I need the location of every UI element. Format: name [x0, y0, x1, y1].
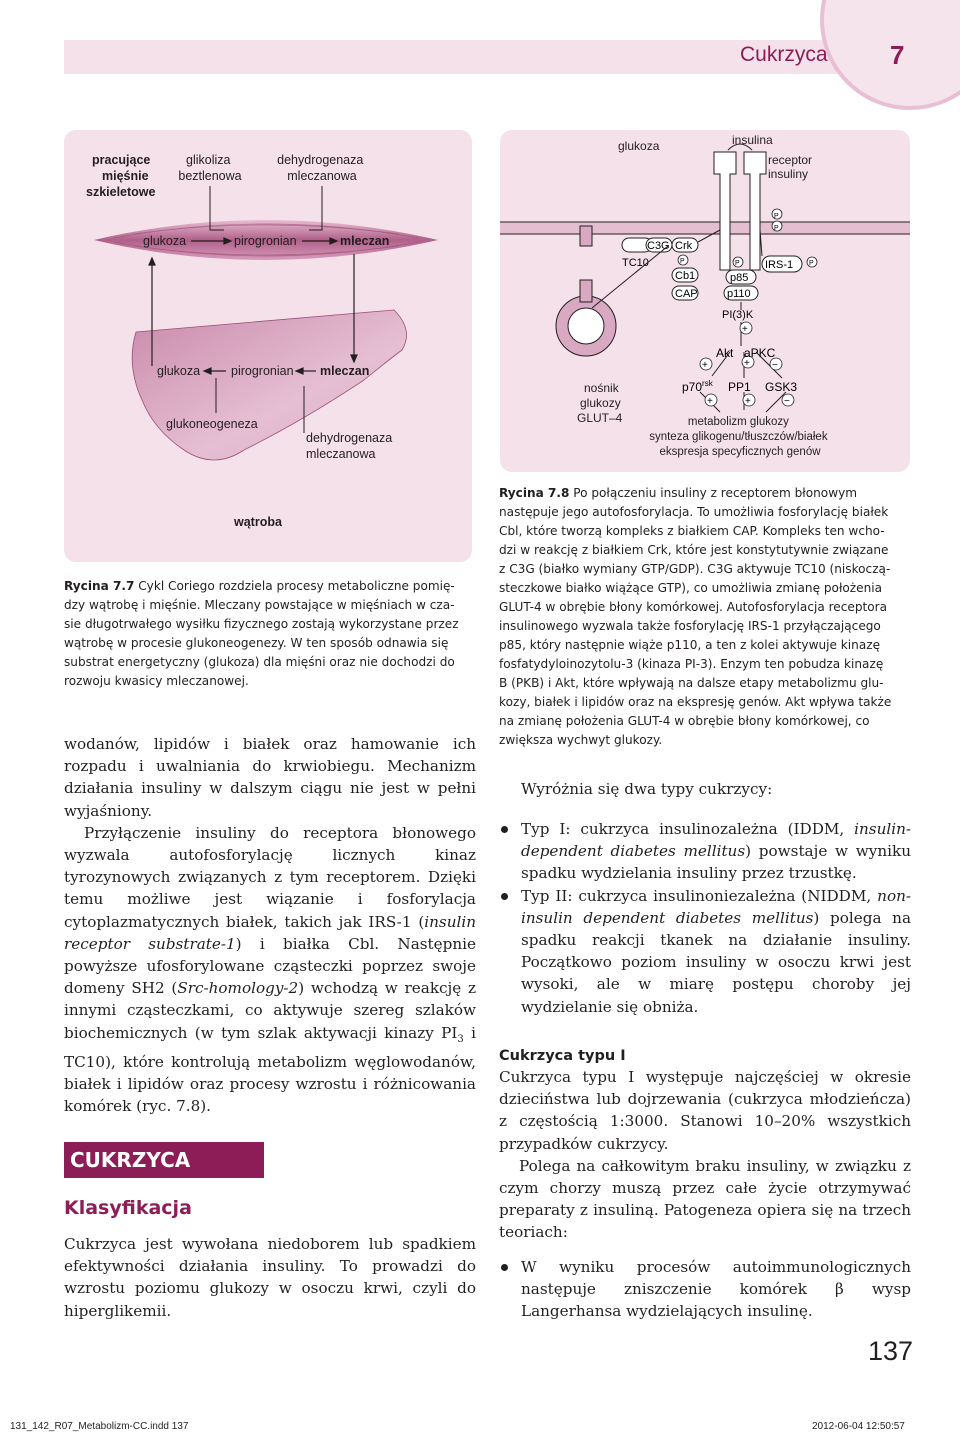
glut4-membrane: [580, 226, 592, 246]
section-heading-cukrzyca: CUKRZYCA: [64, 1142, 264, 1178]
caption-7-8-line: GLUT-4 w obrębie błony komórkowej. Autofosforylacja receptora: [499, 600, 888, 614]
plus-pp1: +: [745, 396, 751, 407]
insulin-receptor-shape: [714, 144, 766, 270]
caption-7-8: [499, 484, 909, 750]
receptor-p1: P: [774, 213, 779, 220]
crk-label: Crk: [675, 240, 693, 252]
cap-label: CAP: [675, 288, 698, 300]
theories-list: [499, 1256, 911, 1323]
footer-date: 2012-06-04 12:50:57: [812, 1421, 905, 1432]
caption-7-7-line: rozwoju kwasicy mleczanowej.: [64, 674, 249, 688]
irs1-p: P: [809, 260, 814, 267]
list-item-type1: Typ I: cukrzyca insulinozależna (IDDM, insulin-dependent diabetes mellitus) powstaje w wyniku spadku wydzielania insuliny przez trzustkę.: [499, 818, 911, 885]
apkc-label: aPKC: [744, 346, 776, 360]
subsection-heading-typ1: Cukrzyca typu I: [499, 1048, 626, 1064]
type1-text: [499, 1066, 911, 1244]
caption-7-8-line: dzi w reakcję z białkiem Crk, które jest konstytutywnie związane: [499, 543, 889, 557]
caption-7-7-line: sie długotrwałego wysiłku fizycznego zostają wykorzystane przez: [64, 617, 459, 631]
paragraph-klasyfikacja: Cukrzyca jest wywołana niedoborem lub spadkiem efektywności działania insuliny. To prowadzi do wzrostu poziomu glukozy w osoczu krwi, czyli do hiperglikemii.: [64, 1235, 476, 1320]
muscle-glukoza-label: glukoza: [143, 234, 187, 248]
page-number: 137: [868, 1336, 914, 1366]
muscle-title: pracujące mięśnie szkieletowe: [86, 153, 156, 199]
footer-file: 131_142_R07_Metabolizm-CC.indd 137: [10, 1421, 189, 1432]
irs1-label: IRS-1: [765, 259, 794, 271]
caption-7-8-line: fosfatydyloinozytolu-3 (kinaza PI-3). Enzym ten pobudza kinazę: [499, 657, 884, 671]
caption-7-8-line: następuje jego autofosforylacja. To umożliwia fosforylację białek: [499, 505, 889, 519]
receptor-p2: P: [774, 225, 779, 232]
caption-7-8-line: steczkowe białko wiążące GTP), co umożliwia zmianę położenia: [499, 581, 883, 595]
caption-7-8-line: na zmianę położenia GLUT-4 w obrębie błony komórkowej, co: [499, 714, 870, 728]
p85-label: p85: [730, 272, 749, 284]
minus-apkc: −: [772, 360, 778, 371]
glikoliza-label: glikoliza beztlenowa: [178, 153, 242, 183]
caption-7-8-line: kozy, białek i lipidów oraz na ekspresję genów. Akt wpływa także: [499, 695, 892, 709]
caption-7-8-line: Po połączeniu insuliny z receptorem błonowym: [573, 486, 858, 500]
watroba-label: wątroba: [234, 515, 282, 529]
plus-pi3k: +: [742, 324, 748, 335]
caption-7-7-line: substrat energetyczny (glukoza) dla mięśni oraz nie dochodzi do: [64, 655, 455, 669]
pi3k-label: PI(3)K: [722, 309, 754, 321]
chapter-number: 7: [890, 40, 905, 70]
dehydrogenaza-top-label: dehydrogenaza mleczanowa: [277, 153, 364, 183]
c3g-label: C3G: [647, 240, 670, 252]
caption-7-8-line: z C3G (białko wymiany GTP/GDP). C3G aktywuje TC10 (niskoczą-: [499, 562, 891, 576]
glukoza-label: glukoza: [618, 139, 660, 153]
types-list: [499, 818, 911, 1018]
muscle-pirogronian-label: pirogronian: [234, 234, 297, 248]
paragraph-type1-occurrence: Cukrzyca typu I występuje najczęściej w okresie dzieciństwa lub dojrzewania (cukrzyca młodzieńcza) z częstością 1:3000. Stanowi 10–20% wszystkich przypadków cukrzycy.: [499, 1068, 911, 1153]
caption-7-8-line: B (PKB) i Akt, które wpływają na dalsze etapy metabolizmu glu-: [499, 676, 884, 690]
gsk3-label: GSK3: [765, 380, 798, 394]
paragraph-mechanism: wodanów, lipidów i białek oraz hamowanie ich rozpadu i uwalniania do krwiobiegu. Mechanizm działania insuliny w dalszym ciągu nie jest w pełni wyjaśniony.: [64, 735, 476, 820]
insulina-label: insulina: [732, 133, 773, 147]
subsection-heading-klasyfikacja: Klasyfikacja: [64, 1197, 192, 1219]
list-item-autoimmune: W wyniku procesów autoimmunologicznych następuje zniszczenie komórek β wysp Langerhansa wydzielających insulinę.: [499, 1256, 911, 1323]
caption-7-8-line: zwiększa wychwyt glukozy.: [499, 733, 663, 747]
pp1-label: PP1: [728, 380, 751, 394]
cori-cycle-diagram: [64, 130, 472, 562]
minus-gsk3: −: [784, 396, 790, 407]
caption-7-7: [64, 577, 474, 691]
effects-label: metabolizm glukozy synteza glikogenu/tłuszczów/białek ekspresja specyficznych genów: [649, 416, 828, 458]
plus-akt-mid: +: [744, 358, 750, 369]
caption-7-7-line: Cykl Coriego rozdziela procesy metaboliczne pomię-: [138, 579, 455, 593]
caption-7-8-line: insulinowego wyzwala także fosforylację IRS-1 przyłączającego: [499, 619, 881, 633]
plus-p70: +: [707, 396, 713, 407]
caption-7-8-line: Cbl, które tworzą kompleks z białkiem CAP. Kompleks ten wcho-: [499, 524, 885, 538]
p110-label: p110: [727, 288, 751, 300]
caption-7-8-line: p85, który następnie wiąże p110, a ten z kolei aktywuje kinazę: [499, 638, 881, 652]
caption-7-7-line: dzy wątrobę i mięśnie. Mleczany powstające w mięśniach w cza-: [64, 598, 455, 612]
plus-akt-left: +: [702, 360, 708, 371]
p70-label: $p70^{rsk}$: [682, 379, 713, 394]
list-item-type2: Typ II: cukrzyca insulinoniezależna (NIDDM, non-insulin dependent diabetes mellitus) polega na spadku reakcji tkanek na działanie insuliny. Początkowo poziom insuliny w osoczu krwi jest wysoki, ale w miarę postępu choroby jej wydzielanie się obniża.: [499, 885, 911, 1018]
receptor-label: receptor insuliny: [768, 153, 813, 181]
glukoneogeneza-label: glukoneogeneza: [166, 417, 258, 431]
dehydrogenaza-liver-label: dehydrogenaza mleczanowa: [306, 431, 393, 461]
paragraph-type1-pathogenesis: Polega na całkowitym braku insuliny, w związku z czym chorzy muszą przez całe życie otrzymywać preparaty z insuliną. Patogeneza opiera się na trzech teoriach:: [499, 1156, 911, 1242]
liver-glukoza-label: glukoza: [157, 364, 201, 378]
caption-7-8-label: Rycina 7.8: [499, 486, 570, 500]
intro-types: Wyróżnia się dwa typy cukrzycy:: [521, 780, 773, 798]
akt-label: Akt: [716, 346, 734, 360]
figure-7-7-panel: [64, 130, 472, 562]
insulin-signaling-diagram: [500, 130, 910, 472]
caption-7-7-label: Rycina 7.7: [64, 579, 135, 593]
paragraph-receptor: Przyłączenie insuliny do receptora błonowego wyzwala autofosforylację licznych kinaz tyrozynowych związanych z tym receptorem. Dzięki temu możliwe jest wiązanie i fosforylacja cytoplazmatycznych białek, takich jak IRS-1 (insulin receptor substrate-1) i białka Cbl. Następnie powyższe ufosforylowane cząsteczki poprzez swoje domeny SH2 (Src-homology-2) wchodzą w reakcję z innymi cząsteczkami, co aktywuje szereg szlaków biochemicznych (w tym szlak aktywacji kinazy $PI_3$ i TC10), które kontrolują metabolizm węglowodanów, białek i lipidów oraz procesy wzrostu i różnicowania komórek (ryc. 7.8).: [64, 823, 476, 1116]
cbl-p: P: [680, 258, 685, 265]
figure-7-8-panel: [500, 130, 910, 472]
caption-7-7-line: wątrobę w procesie glukoneogenezy. W ten sposób odnawia się: [64, 636, 449, 650]
cell-membrane: [500, 222, 910, 234]
running-header-title: Cukrzyca: [740, 43, 828, 66]
cb1-label: Cb1: [675, 270, 696, 282]
left-column-text: [64, 733, 476, 1117]
tc10-label: TC10: [622, 257, 649, 269]
liver-pirogronian-label: pirogronian: [231, 364, 294, 378]
nosnik-label: nośnik glukozy GLUT–4: [577, 381, 623, 425]
liver-mleczan-label: mleczan: [320, 364, 370, 378]
muscle-mleczan-label: mleczan: [340, 234, 390, 248]
p85-p: P: [735, 260, 740, 267]
